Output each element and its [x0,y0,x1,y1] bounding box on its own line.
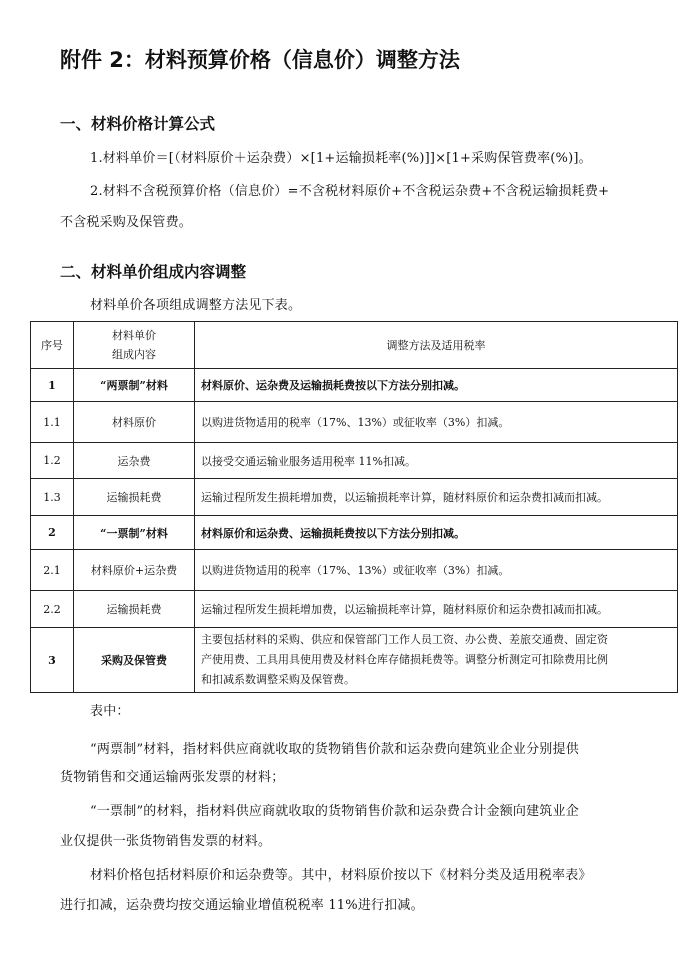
table-row [31,443,678,479]
row-method-line-2: 产使用费、工具用具使用费及材料仓库存储损耗费等。调整分析测定可扣除费用比例 [201,653,608,666]
table-header-row [31,322,678,369]
header-method: 调整方法及适用税率 [195,322,678,369]
row-item: “一票制”材料 [74,516,195,550]
row-method: 以购进货物适用的税率（17%、13%）或征收率（3%）扣减。 [195,402,678,443]
row-method-line-3: 和扣减系数调整采购及保管费。 [201,673,355,686]
note-1-line-2: 货物销售和交通运输两张发票的材料； [60,770,285,785]
row-no: 1 [31,369,74,402]
row-no: 2.1 [31,550,74,591]
header-item-line-1: 材料单价 [112,329,156,342]
row-method: 运输过程所发生损耗增加费，以运输损耗率计算，随材料原价和运杂费扣减而扣减。 [195,479,678,516]
row-no: 1.2 [31,443,74,479]
note-2-line-2: 业仅提供一张货物销售发票的材料。 [60,834,272,849]
page-title: 附件 2：材料预算价格（信息价）调整方法 [60,48,460,72]
section-2-heading: 二、材料单价组成内容调整 [60,263,247,281]
table-row [31,402,678,443]
note-2-line-1: “一票制”的材料，指材料供应商就收取的货物销售价款和运杂费合计金额向建筑业企 [90,804,579,819]
header-item [74,322,195,369]
notes-lead: 表中： [90,704,130,719]
row-no: 2.2 [31,591,74,628]
formula-1: 1.材料单价＝[（材料原价＋运杂费）×[1+运输损耗率(%)]]×[1+采购保管费率(%)]。 [90,151,592,166]
adjustment-table [30,321,678,693]
row-item: 运杂费 [74,443,195,479]
row-item: 运输损耗费 [74,479,195,516]
table-row [31,369,678,402]
table-row [31,628,678,693]
section-2-intro: 材料单价各项组成调整方法见下表。 [90,298,302,313]
header-item-line-2: 组成内容 [112,348,156,361]
note-3-line-1: 材料价格包括材料原价和运杂费等。其中，材料原价按以下《材料分类及适用税率表》 [90,868,592,883]
row-no: 1.1 [31,402,74,443]
table-row [31,516,678,550]
row-item: 采购及保管费 [74,628,195,693]
row-no: 3 [31,628,74,693]
row-method: 材料原价和运杂费、运输损耗费按以下方法分别扣减。 [195,516,678,550]
header-no: 序号 [31,322,74,369]
row-method-line-1: 主要包括材料的采购、供应和保管部门工作人员工资、办公费、差旅交通费、固定资 [201,633,608,646]
section-1-heading: 一、材料价格计算公式 [60,115,216,133]
row-item: 运输损耗费 [74,591,195,628]
note-1-line-1: “两票制”材料，指材料供应商就收取的货物销售价款和运杂费向建筑业企业分别提供 [90,742,579,757]
row-no: 1.3 [31,479,74,516]
row-item: 材料原价+运杂费 [74,550,195,591]
row-method: 运输过程所发生损耗增加费，以运输损耗率计算，随材料原价和运杂费扣减而扣减。 [195,591,678,628]
note-3-line-2: 进行扣减，运杂费均按交通运输业增值税税率 11%进行扣减。 [60,898,424,913]
row-method: 以接受交通运输业服务适用税率 11%扣减。 [195,443,678,479]
row-item: “两票制”材料 [74,369,195,402]
formula-2-line-2: 不含税采购及保管费。 [60,215,193,230]
table-row [31,550,678,591]
row-no: 2 [31,516,74,550]
table-row [31,591,678,628]
row-method: 材料原价、运杂费及运输损耗费按以下方法分别扣减。 [195,369,678,402]
formula-2-line-1: 2.材料不含税预算价格（信息价）=不含税材料原价+不含税运杂费+不含税运输损耗费+ [90,184,610,199]
row-item: 材料原价 [74,402,195,443]
row-method: 以购进货物适用的税率（17%、13%）或征收率（3%）扣减。 [195,550,678,591]
table-row [31,479,678,516]
row-method [195,628,678,693]
